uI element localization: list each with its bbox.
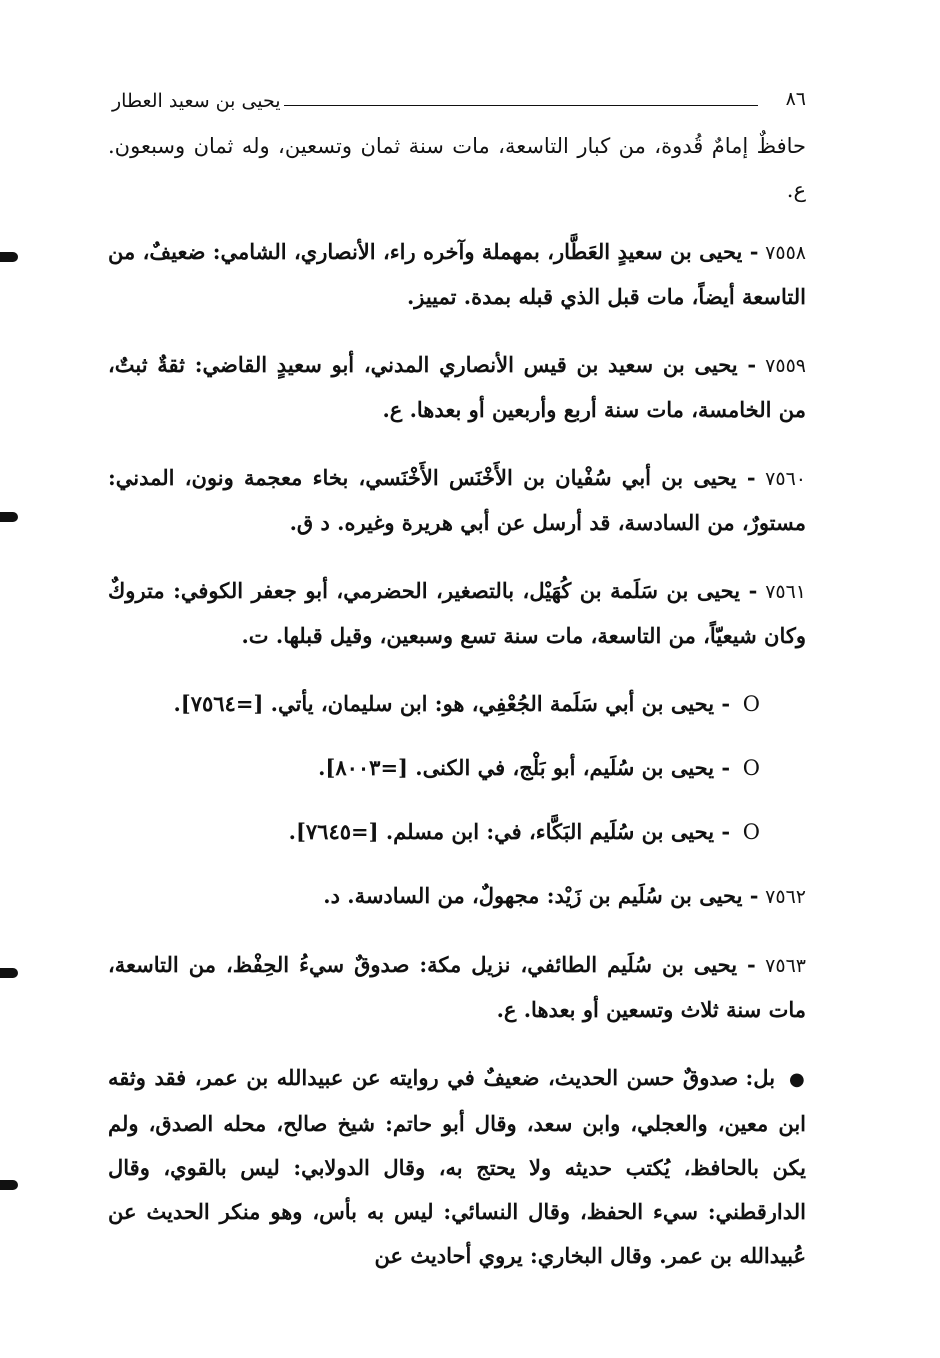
cross-ref-text: - يحيى بن سُلَيم البَكَّاء، في: ابن مسلم. [=٧٦٤٥].	[288, 819, 731, 844]
entry-number: ٧٥٦٠	[765, 468, 806, 490]
binding-edge-mark	[0, 1180, 18, 1190]
entry-number: ٧٥٥٩	[765, 355, 806, 377]
cross-ref-text: - يحيى بن سُلَيم، أبو بَلْج، في الكنى. [=٨٠٠٣].	[318, 755, 731, 780]
entry-number: ٧٥٦٢	[765, 886, 806, 908]
continuation-paragraph: حافظٌ إمامٌ قُدوة، من كبار التاسعة، مات سنة ثمان وتسعين، وله ثمان وسبعون. ع.	[108, 134, 806, 202]
entry-7558	[108, 230, 806, 319]
entry-7559	[108, 343, 806, 432]
editor-note-text: بل: صدوقٌ حسن الحديث، ضعيفٌ في روايته عن عبيدالله بن عمر، فقد وثقه ابن معين، والعجلي، وابن سعد، وقال أبو حاتم: شيخ صالح، محله الصدق، ولم يكن بالحافظ، يُكتب حديثه ولا يحتج به، وقال الدولابي: ليس بالقوي، وقال الدارقطني: سيء الحفظ، وقال النسائي: ليس به بأس، وهو منكر الحديث عن عُبيدالله بن عمر. وقال البخاري: يروي أحاديث عن	[108, 1065, 806, 1268]
editor-note	[108, 1056, 806, 1278]
entry-7563	[108, 943, 806, 1032]
entry-text: - يحيى بن سُلَيم الطائفي، نزيل مكة: صدوقٌ سيءُ الحِفْظ، من التاسعة، مات سنة ثلاث وتسعين أو بعدها. ع.	[108, 952, 806, 1022]
entry-text: - يحيى بن سُلَيم بن زَيْد: مجهولٌ، من السادسة. د.	[323, 883, 759, 908]
circle-marker-icon: O	[742, 820, 760, 844]
cross-ref	[108, 746, 806, 790]
cross-ref	[108, 682, 806, 726]
cross-ref-text: - يحيى بن أبي سَلَمة الجُعْفِي، هو: ابن سليمان، يأتي. [=٧٥٦٤].	[173, 691, 731, 716]
entry-7560	[108, 456, 806, 545]
entry-text: - يحيى بن سَلَمة بن كُهَيْل، بالتصغير، الحضرمي، أبو جعفر الكوفي: متروكٌ وكان شيعيّاً، من التاسعة، مات سنة تسع وسبعين، وقيل قبلها. ت.	[108, 578, 806, 648]
running-title: يحيى بن سعيد العطار	[112, 90, 281, 112]
entry-text: - يحيى بن أبي سُفْيان بن الأَخْنَس الأَخْنَسي، بخاء معجمة ونون، المدني: مستورٌ، من السادسة، قد أرسل عن أبي هريرة وغيره. د ق.	[108, 465, 806, 535]
cross-ref	[108, 810, 806, 854]
entry-7562	[108, 874, 806, 919]
entry-text: - يحيى بن سعيد بن قيس الأنصاري المدني، أبو سعيدٍ القاضي: ثقةٌ ثبتٌ، من الخامسة، مات سنة أربع وأربعين أو بعدها. ع.	[108, 352, 806, 422]
circle-marker-icon: O	[742, 756, 760, 780]
entry-7561	[108, 569, 806, 658]
page-header	[108, 84, 806, 118]
bullet-dot-icon: ●	[789, 1069, 806, 1090]
entry-number: ٧٥٦٣	[765, 955, 806, 977]
binding-edge-mark	[0, 512, 18, 522]
entry-number: ٧٥٦١	[765, 581, 807, 603]
binding-edge-mark	[0, 252, 18, 262]
entry-number: ٧٥٥٨	[765, 242, 806, 264]
header-rule	[284, 105, 758, 106]
page-content	[108, 124, 806, 1302]
page-number: ٨٦	[785, 88, 806, 110]
circle-marker-icon: O	[742, 692, 760, 716]
binding-edge-mark	[0, 968, 18, 978]
entry-text: - يحيى بن سعيدٍ العَطَّار، بمهملة وآخره راء، الأنصاري، الشامي: ضعيفٌ، من التاسعة أيضاً، مات قبل الذي قبله بمدة. تمييز.	[108, 239, 806, 309]
